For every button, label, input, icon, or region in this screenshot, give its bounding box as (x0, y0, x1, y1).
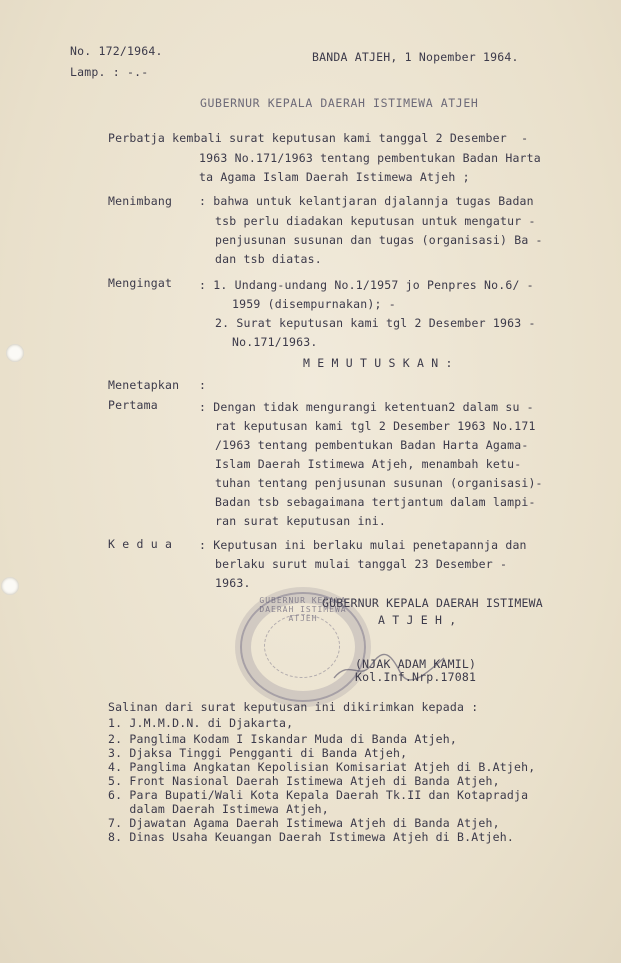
copy-recipient: 6. Para Bupati/Wali Kota Kepala Daerah Tk.II dan Kotapradja (108, 788, 529, 802)
kedua-label: K e d u a (108, 537, 173, 551)
copy-recipient: 4. Panglima Angkatan Kepolisian Komisariat Atjeh di B.Atjeh, (108, 760, 536, 774)
place-date: BANDA ATJEH, 1 Nopember 1964. (312, 50, 519, 64)
mengingat-label: Mengingat (108, 276, 173, 290)
menimbang-line: penjusunan susunan dan tugas (organisasi) Ba - (215, 233, 543, 247)
ref-number: No. 172/1964. (70, 44, 163, 58)
page-title: GUBERNUR KEPALA DAERAH ISTIMEWA ATJEH (200, 96, 479, 110)
pertama-label: Pertama (108, 398, 158, 412)
pertama-line: Badan tsb sebagaimana tertjantum dalam lampi- (215, 495, 536, 509)
menetapkan-colon: : (199, 378, 207, 392)
perbatja-line: ta Agama Islam Daerah Istimewa Atjeh ; (199, 170, 470, 184)
copy-recipient: 3. Djaksa Tinggi Pengganti di Banda Atjeh, (108, 746, 408, 760)
perbatja-line: 1963 No.171/1963 tentang pembentukan Badan Harta (199, 151, 541, 165)
signatory-name: (NJAK ADAM KAMIL) (355, 657, 477, 671)
punch-hole (1, 577, 19, 595)
mengingat-line: : 1. Undang-undang No.1/1957 jo Penpres No.6/ - (199, 278, 534, 292)
menimbang-line: dan tsb diatas. (215, 252, 322, 266)
menimbang-label: Menimbang (108, 194, 173, 208)
kedua-line: berlaku surut mulai tanggal 23 Desember - (215, 557, 508, 571)
perbatja-line: Perbatja kembali surat keputusan kami tanggal 2 Desember - (108, 131, 529, 145)
copy-recipient: 8. Dinas Usaha Keuangan Daerah Istimewa Atjeh di B.Atjeh. (108, 830, 515, 844)
copy-recipient: 1. J.M.M.D.N. di Djakarta, (108, 716, 294, 730)
copy-recipient: dalam Daerah Istimewa Atjeh, (108, 802, 329, 816)
mengingat-line: 2. Surat keputusan kami tgl 2 Desember 1963 - (215, 316, 536, 330)
signature-region: A T J E H , (378, 613, 457, 627)
copies-intro: Salinan dari surat keputusan ini dikirimkan kepada : (108, 700, 479, 714)
copy-recipient: 2. Panglima Kodam I Iskandar Muda di Banda Atjeh, (108, 732, 458, 746)
pertama-line: ran surat keputusan ini. (215, 514, 386, 528)
pertama-line: Islam Daerah Istimewa Atjeh, menambah ketu- (215, 457, 522, 471)
copy-recipient: 7. Djawatan Agama Daerah Istimewa Atjeh di Banda Atjeh, (108, 816, 500, 830)
mengingat-line: 1959 (disempurnakan); - (232, 297, 396, 311)
kedua-line: : Keputusan ini berlaku mulai penetapannja dan (199, 538, 527, 552)
pertama-line: tuhan tentang penjusunan susunan (organisasi)- (215, 476, 543, 490)
mengingat-line: No.171/1963. (232, 335, 318, 349)
pertama-line: rat keputusan kami tgl 2 Desember 1963 No.171 (215, 419, 536, 433)
memutuskan-heading: M E M U T U S K A N : (303, 356, 453, 370)
stamp-emblem (264, 614, 340, 678)
kedua-line: 1963. (215, 576, 251, 590)
pertama-line: /1963 tentang pembentukan Badan Harta Agama- (215, 438, 529, 452)
menimbang-line: : bahwa untuk kelantjaran djalannja tugas Badan (199, 194, 534, 208)
pertama-line: : Dengan tidak mengurangi ketentuan2 dalam su - (199, 400, 534, 414)
menetapkan-label: Menetapkan (108, 378, 180, 392)
copy-recipient: 5. Front Nasional Daerah Istimewa Atjeh di Banda Atjeh, (108, 774, 500, 788)
signature-title: GUBERNUR KEPALA DAERAH ISTIMEWA (322, 596, 543, 610)
stamp-text: GUBERNUR KEPALA DAERAH ISTIMEWA ATJEH (259, 596, 347, 623)
signatory-rank: Kol.Inf.Nrp.17081 (355, 670, 477, 684)
punch-hole (6, 344, 24, 362)
menimbang-line: tsb perlu diadakan keputusan untuk mengatur - (215, 214, 536, 228)
attachment: Lamp. : -.- (70, 65, 149, 79)
